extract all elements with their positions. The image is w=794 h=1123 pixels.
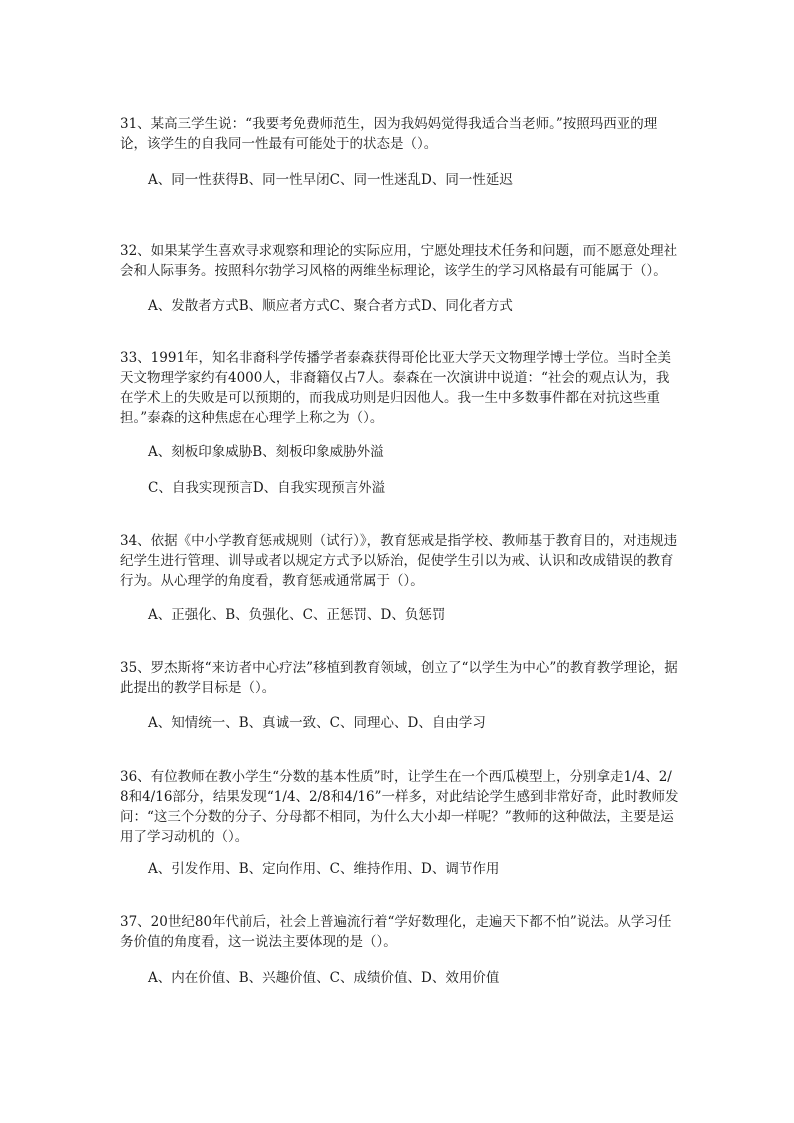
question-36-options: A、引发作用、B、定向作用、C、维持作用、D、调节作用 xyxy=(148,861,500,877)
question-37-stem: 37、20世纪80年代前后，社会上普遍流行着“学好数理化，走遍天下都不怕”说法。从学习任务价值的角度看，这一说法主要体现的是（）。 xyxy=(120,914,672,950)
question-33-options-line-2: C、自我实现预言D、自我实现预言外溢 xyxy=(148,480,386,496)
question-33-options-line-1: A、刻板印象威胁B、刻板印象威胁外溢 xyxy=(148,444,384,460)
question-31-options: A、同一性获得B、同一性早闭C、同一性迷乱D、同一性延迟 xyxy=(148,172,513,188)
question-37-options: A、内在价值、B、兴趣价值、C、成绩价值、D、效用价值 xyxy=(148,970,500,986)
question-35-stem: 35、罗杰斯将“来访者中心疗法”移植到教育领域，创立了“以学生为中心”的教育教学理论，据此提出的教学目标是（）。 xyxy=(120,660,678,696)
question-34-options: A、正强化、B、负强化、C、正惩罚、D、负惩罚 xyxy=(148,607,446,623)
question-36-stem: 36、有位教师在教小学生“分数的基本性质”时，让学生在一个西瓜模型上，分别拿走1/4、2/8和4/16部分，结果发现“1/4、2/8和4/16”一样多，对此结论学生感到非常好奇，此时教师发问：“这三个分数的分子、分母都不相同，为什么大小却一样呢？”教师的这种做法，主要是运用了学习动机的（）。 xyxy=(120,769,679,845)
question-32-options: A、发散者方式B、顺应者方式C、聚合者方式D、同化者方式 xyxy=(148,298,513,314)
question-34-stem: 34、依据《中小学教育惩戒规则（试行）》，教育惩戒是指学校、教师基于教育目的，对违规违纪学生进行管理、训导或者以规定方式予以矫治，促使学生引以为戒、认识和改成错误的教育行为。从心理学的角度看，教育惩戒通常属于（）。 xyxy=(120,533,678,589)
question-31-stem: 31、某高三学生说：“我要考免费师范生，因为我妈妈觉得我适合当老师。”按照玛西亚的理论，该学生的自我同一性最有可能处于的状态是（）。 xyxy=(120,116,658,152)
question-32-stem: 32、如果某学生喜欢寻求观察和理论的实际应用，宁愿处理技术任务和问题，而不愿意处理社会和人际事务。按照科尔勃学习风格的两维坐标理论，该学生的学习风格最有可能属于（）。 xyxy=(120,243,678,279)
question-33-stem: 33、1991年，知名非裔科学传播学者泰森获得哥伦比亚大学天文物理学博士学位。当时全美天文物理学家约有4000人，非裔籍仅占7人。泰森在一次演讲中说道：“社会的观点认为，我在学术上的失败是可以预期的，而我成功则是归因他人。我一生中多数事件都在对抗这些重担。”泰森的这种焦虑在心理学上称之为（）。 xyxy=(120,350,672,426)
question-35-options: A、知情统一、B、真诚一致、C、同理心、D、自由学习 xyxy=(148,715,486,731)
